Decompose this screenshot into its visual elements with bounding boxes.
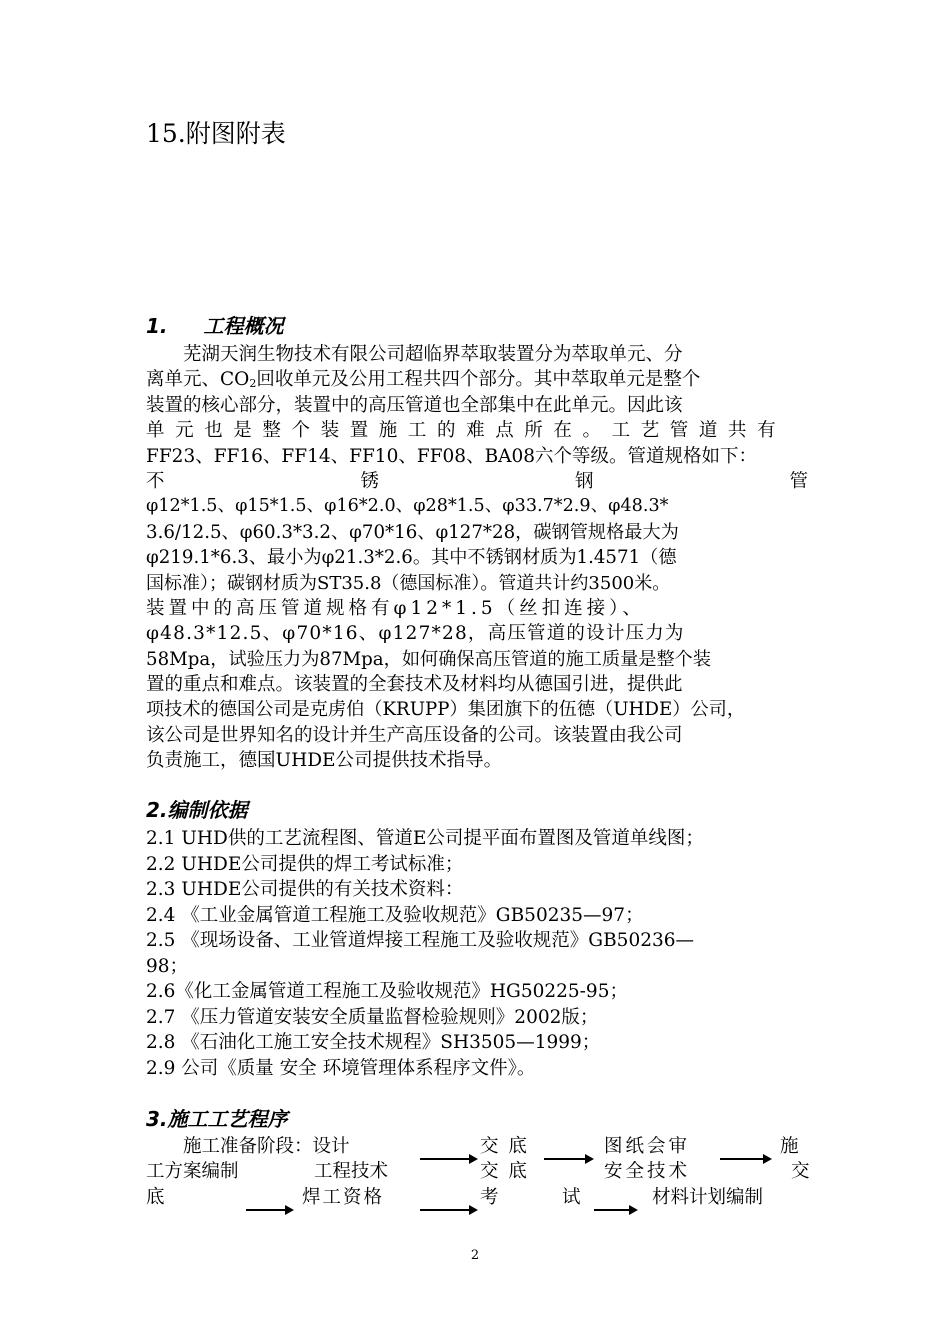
- paragraph-line: 负责施工，德国UHDE公司提供技术指导。: [146, 750, 503, 772]
- flow-arrow-icon: [720, 1154, 772, 1164]
- flow-arrow-icon: [544, 1154, 594, 1164]
- section-2-list: [146, 826, 808, 1081]
- paragraph-line: 58Mpa，试验压力为87Mpa，如何确保高压管道的施工质量是整个装: [146, 648, 712, 670]
- process-flow: [146, 1134, 808, 1214]
- flow-step: 施: [780, 1136, 799, 1157]
- flow-step: 交: [791, 1161, 810, 1182]
- flow-step: 材料计划编制: [652, 1187, 764, 1208]
- paragraph-line: 项技术的德国公司是克虏伯（KRUPP）集团旗下的伍德（UHDE）公司，: [146, 699, 746, 721]
- paragraph-line: 置的重点和难点。该装置的全套技术及材料均从德国引进，提供此: [146, 674, 683, 696]
- flow-step: 工程技术: [314, 1161, 389, 1182]
- section-1-heading: [146, 312, 284, 340]
- paragraph-line: 离单元、$CO_2$回收单元及公用工程共四个部分。其中萃取单元是整个: [146, 369, 701, 391]
- list-item: 98；: [146, 955, 189, 977]
- paragraph-line: φ12*1.5、φ15*1.5、φ16*2.0、φ28*1.5、φ33.7*2.9、φ48.3*: [146, 496, 669, 517]
- flow-step: 工方案编制: [146, 1161, 239, 1182]
- paragraph-line: 装置中的高压管道规格有φ12*1.5（丝扣连接）、: [146, 597, 645, 619]
- section-1-title: 工程概况: [203, 314, 284, 338]
- paragraph-line: φ48.3*12.5、φ70*16、φ127*28，高压管道的设计压力为: [146, 623, 685, 645]
- section-1-body: [146, 342, 808, 774]
- list-item: 2.6《化工金属管道工程施工及验收规范》HG50225-95；: [146, 981, 628, 1002]
- flow-step: 施工准备阶段：设计: [183, 1136, 350, 1157]
- section-3-heading: 3.施工工艺程序: [146, 1107, 288, 1131]
- list-item: 2.3 UHDE公司提供的有关技术资料：: [146, 879, 464, 900]
- paragraph-line: FF23、FF16、FF14、FF10、FF08、BA08六个等级。管道规格如下：: [146, 445, 758, 467]
- flow-step: 底: [146, 1187, 165, 1208]
- flow-arrow-icon: [594, 1205, 638, 1215]
- flow-step: 安全技术: [604, 1161, 691, 1182]
- list-item: 2.2 UHDE公司提供的焊工考试标准；: [146, 853, 464, 875]
- flow-step: 试: [562, 1187, 581, 1208]
- paragraph-line-spread: 不 锈 钢 管: [146, 470, 808, 492]
- flow-step: 交 底: [480, 1161, 529, 1182]
- co2-subscript: 2: [249, 377, 257, 391]
- list-item: 2.7 《压力管道安装安全质量监督检验规则》2002版；: [146, 1006, 599, 1028]
- flow-step: 交 底: [480, 1136, 529, 1157]
- paragraph-line: 装置的核心部分，装置中的高压管道也全部集中在此单元。因此该: [146, 394, 683, 416]
- paragraph-line: 3.6/12.5、φ60.3*3.2、φ70*16、φ127*28，碳钢管规格最大为: [146, 521, 679, 543]
- flow-step: 图纸会审: [604, 1136, 691, 1157]
- section-2-heading: 2.编制依据: [146, 798, 248, 822]
- toc-entry: 15.附图附表: [146, 119, 286, 148]
- paragraph-line: φ219.1*6.3、最小为φ21.3*2.6。其中不锈钢材质为1.4571（德: [146, 547, 677, 569]
- flow-arrow-icon: [420, 1205, 478, 1215]
- list-item: 2.5 《现场设备、工业管道焊接工程施工及验收规范》GB50236—: [146, 930, 695, 951]
- list-item: 2.1 UHD供的工艺流程图、管道E公司提平面布置图及管道单线图；: [146, 828, 704, 849]
- flow-arrow-icon: [246, 1205, 294, 1215]
- flow-step: 焊工资格: [302, 1187, 385, 1208]
- flow-step: 考: [480, 1187, 499, 1208]
- list-item: 2.4 《工业金属管道工程施工及验收规范》GB50235—97；: [146, 904, 644, 926]
- list-item: 2.8 《石油化工施工安全技术规程》SH3505—1999；: [146, 1032, 601, 1053]
- list-item: 2.9 公司《质量 安全 环境管理体系程序文件》。: [146, 1057, 536, 1079]
- paragraph-line: 单元也是整个装置施工的难点所在。工艺管道共有: [146, 420, 787, 442]
- page-number: 2: [470, 1248, 480, 1263]
- paragraph-line: 国标准）；碳钢材质为ST35.8（德国标准）。管道共计约3500米。: [146, 572, 671, 594]
- flow-arrow-icon: [420, 1154, 478, 1164]
- paragraph-line: 芜湖天润生物技术有限公司超临界萃取装置分为萃取单元、分: [183, 344, 683, 365]
- paragraph-line: 该公司是世界知名的设计并生产高压设备的公司。该装置由我公司: [146, 724, 683, 746]
- section-1-number: 1.: [146, 314, 168, 338]
